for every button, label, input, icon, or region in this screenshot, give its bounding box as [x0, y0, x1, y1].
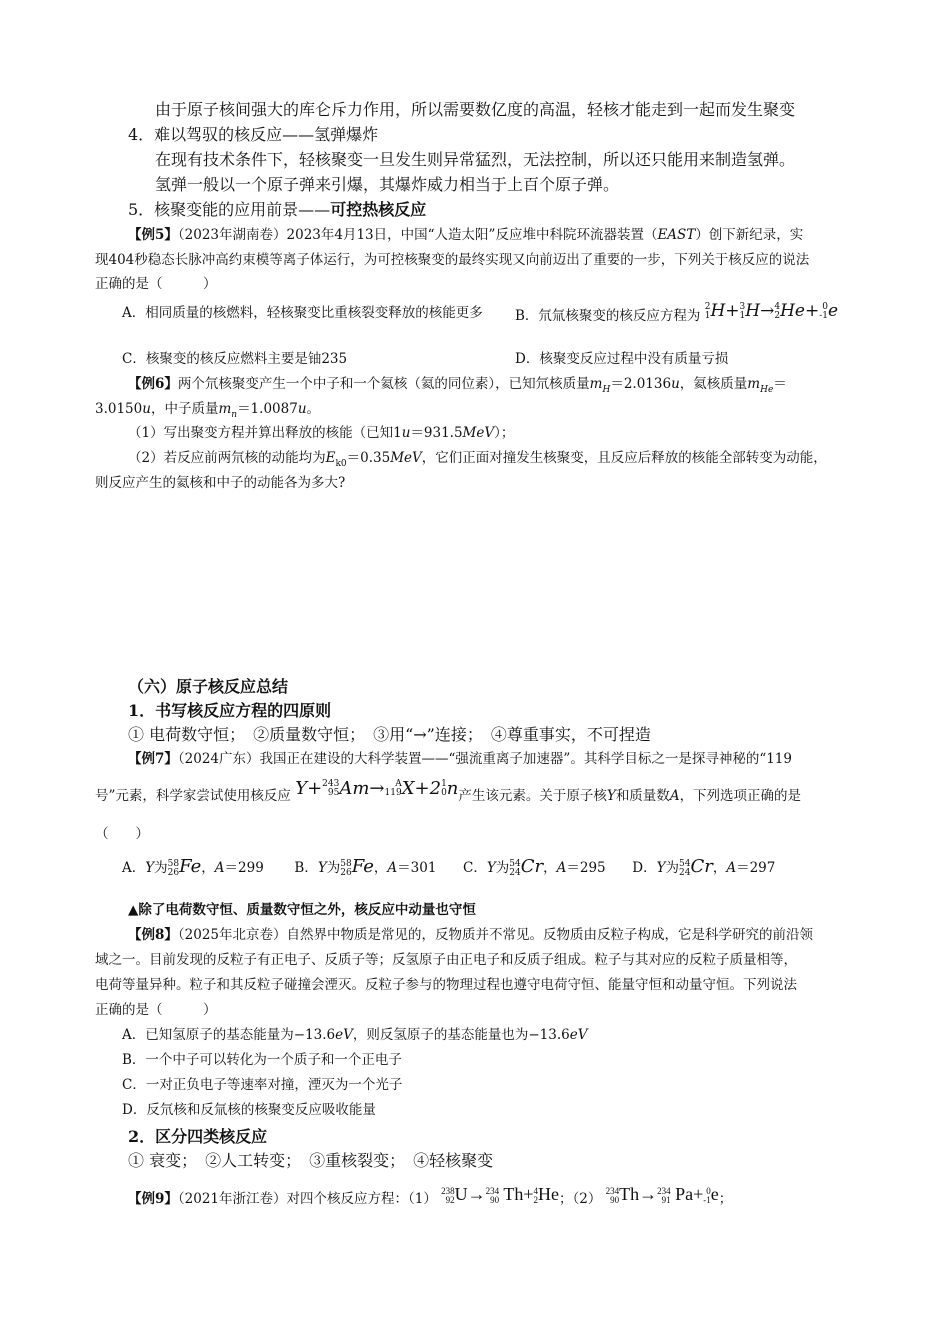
ex6-q1-text3: ）；	[494, 425, 515, 441]
ex7-line3: （ ）	[95, 826, 149, 842]
ex6-q2-mev: MeV	[390, 450, 422, 466]
ex6-n-val: ＝1.0087	[237, 401, 298, 417]
paragraph-uncontrolled-fusion: 在现有技术条件下，轻核聚变一旦发生则异常猛烈，无法控制，所以还只能用来制造氢弹。	[155, 150, 796, 169]
ex5-line2: 现404秒稳态长脉冲高约束模等离子体运行，为可控核聚变的最终实现又向前迈出了重要的一步，下列关于核反应的说法	[95, 252, 810, 268]
ex9-sep: ；（2）	[558, 1191, 602, 1207]
ex6-q1-text2: ＝931.5	[410, 425, 463, 441]
ex8-line2: 域之一。目前发现的反粒子有正电子、反质子等；反氢原子由正电子和反质子组成。粒子与其对应的反粒子质量相等，	[95, 952, 797, 968]
four-principles-list: ① 电荷数守恒； ②质量数守恒； ③用“→”连接； ④尊重事实，不可捏造	[128, 725, 651, 744]
ex6-q2-text2: ，它们正面对撞发生核聚变，且反应后释放的核能全部转变为动能，	[421, 450, 827, 466]
ex6-eq: ＝	[773, 376, 787, 392]
ex7-text1: （2024广东）我国正在建设的大科学装置——“强流重离子加速器”。其科学目标之一是探寻神秘的“119	[177, 751, 792, 767]
ex5-line3: 正确的是（ ）	[95, 276, 217, 292]
ex9-tag: 【例9】	[128, 1191, 178, 1207]
ex7-option-a: A．Y为 58 26 Fe，A＝299	[122, 856, 264, 878]
ex7-y: Y	[606, 788, 616, 804]
heading-four-reaction-types: 2．区分四类核反应	[128, 1127, 268, 1146]
four-reaction-types-list: ① 衰变； ②人工转变； ③重核裂变； ④轻核聚变	[128, 1151, 494, 1170]
section-title-summary: （六）原子核反应总结	[128, 677, 289, 696]
ex8-option-b: B．一个中子可以转化为一个质子和一个正电子	[122, 1052, 402, 1068]
ex6-dot: 。	[306, 401, 321, 417]
ex5-line1	[128, 227, 803, 244]
momentum-conservation-note: ▲除了电荷数守恒、质量数守恒之外，核反应中动量也守恒	[128, 902, 476, 918]
ex7-line2	[95, 778, 802, 807]
ex9-reaction-1: 238 92 U→ 234 90 Th+ 4 2 He	[441, 1184, 559, 1205]
ex6-text2: ，中子质量	[150, 401, 219, 417]
ex6-tag: 【例6】	[128, 376, 178, 392]
ex7-text2c: 和质量数	[615, 788, 670, 804]
ex8-option-a: A．已知氢原子的基态能量为−13.6eV，则反氢原子的基态能量也为−13.6eV	[122, 1027, 588, 1043]
ex6-q2-val: ＝0.35	[346, 450, 391, 466]
ex6-q1-mev: MeV	[462, 425, 495, 441]
ex8-text1: （2025年北京卷）自然界中物质是常见的，反物质并不常见。反物质由反粒子构成，它是科学研究的前沿领	[177, 927, 814, 943]
ex7-option-c: C．Y为 54 24 Cr，A＝295	[463, 856, 606, 878]
ex5-text1: （2023年湖南卷）2023年4月13日，中国“人造太阳”反应堆中科院环流器装置（	[177, 227, 658, 243]
ex7-line1	[128, 751, 792, 768]
ex8-line1	[128, 927, 813, 944]
ex6-q1-text: （1）写出聚变方程并算出释放的核能（已知1	[128, 425, 402, 441]
ex9-end: ；	[718, 1191, 733, 1207]
heading-four-principles: 1．书写核反应方程的四原则	[128, 701, 332, 720]
ex7-tag: 【例7】	[128, 751, 178, 767]
ex6-q1	[128, 425, 514, 442]
ex8-option-d: D．反氘核和反氚核的核聚变反应吸收能量	[122, 1102, 376, 1118]
ex5-east: EAST	[657, 227, 696, 243]
heading-fusion-prospects	[128, 200, 426, 220]
ex6-mass-sub-h: H	[602, 385, 611, 395]
ex7-option-d: D．Y为 54 24 Cr，A＝297	[632, 856, 776, 878]
ex6-text1b: ，氦核质量	[679, 376, 748, 392]
ex6-mass-h-val: ＝2.0136	[610, 376, 672, 392]
ex7-reaction-equation: Y+ 243 95 Am→ A 119 X+2 1 0 n	[295, 778, 459, 799]
ex6-mass-symbol3: m	[218, 401, 232, 417]
ex6-mass-symbol: m	[589, 376, 603, 392]
paragraph-hydrogen-bomb-trigger: 氢弹一般以一个原子弹来引爆，其爆炸威力相当于上百个原子弹。	[155, 175, 620, 194]
ex6-q2-line2: 则反应产生的氦核和中子的动能各为多大?	[95, 475, 346, 491]
ex6-unit-u3: u	[297, 401, 307, 417]
ex5-fusion-equation: 2 1 H+ 3 1 H→ 4 2 He+ 0 -1 e	[704, 301, 839, 321]
ex5-option-b	[515, 301, 839, 326]
ex8-tag: 【例8】	[128, 927, 178, 943]
heading-controlled-fusion: 可控热核反应	[330, 200, 427, 219]
ex6-ek-sub: k0	[335, 459, 347, 469]
ex9-line1	[128, 1186, 732, 1209]
ex7-option-b: B．Y为 58 26 Fe，A＝301	[294, 856, 437, 878]
ex5-option-b-text: B．氘氚核聚变的核反应方程为	[515, 308, 701, 324]
ex7-text2: 号”元素，科学家尝试使用核反应	[95, 788, 291, 804]
ex7-options	[122, 856, 775, 879]
heading-fusion-prospects-text: 5．核聚变能的应用前景——	[128, 200, 331, 219]
ex8-line4: 正确的是（ ）	[95, 1002, 217, 1018]
ex6-line1	[128, 376, 787, 393]
ex6-line2	[95, 401, 320, 418]
ex5-option-d: D．核聚变反应过程中没有质量亏损	[515, 351, 729, 367]
ex5-option-a: A．相同质量的核燃料，轻核聚变比重核裂变释放的核能更多	[122, 305, 483, 321]
ex6-mass-sub-he: He	[760, 385, 774, 395]
ex6-he-val: 3.0150	[95, 401, 143, 417]
ex7-text2b: 产生该元素。关于原子核	[458, 788, 607, 804]
ex6-unit-u2: u	[142, 401, 151, 417]
ex6-text1: 两个氘核聚变产生一个中子和一个氦核（氦的同位素），已知氘核质量	[177, 376, 590, 392]
ex6-q2	[128, 450, 827, 467]
ex6-unit-u: u	[671, 376, 680, 392]
ex7-text2d: ，下列选项正确的是	[679, 788, 802, 804]
ex5-tag: 【例5】	[128, 227, 178, 243]
ex6-q1-u: u	[401, 425, 411, 441]
ex6-ek: E	[325, 450, 336, 466]
ex5-option-c: C．核聚变的核反应燃料主要是铀235	[122, 351, 348, 367]
paragraph-fusion-temperature: 由于原子核间强大的库仑斥力作用，所以需要数亿度的高温，轻核才能走到一起而发生聚变	[155, 100, 796, 119]
ex6-mass-symbol2: m	[747, 376, 761, 392]
heading-hydrogen-bomb: 4．难以驾驭的核反应——氢弹爆炸	[128, 125, 379, 144]
ex7-a: A	[669, 788, 680, 804]
ex6-q2-text: （2）若反应前两氘核的动能均为	[128, 450, 326, 466]
ex5-text1b: ）创下新纪录，实	[695, 227, 804, 243]
ex8-line3: 电荷等量异种。粒子和其反粒子碰撞会湮灭。反粒子参与的物理过程也遵守电荷守恒、能量守恒和动量守恒。下列说法	[95, 977, 797, 993]
ex9-reaction-2: 234 90 Th→ 234 91 Pa+ 0 -1 e	[605, 1184, 719, 1205]
ex9-text1: （2021年浙江卷）对四个核反应方程：（1）	[177, 1191, 437, 1207]
ex8-option-c: C．一对正负电子等速率对撞，湮灭为一个光子	[122, 1077, 403, 1093]
ex6-mass-sub-n: n	[231, 410, 238, 420]
